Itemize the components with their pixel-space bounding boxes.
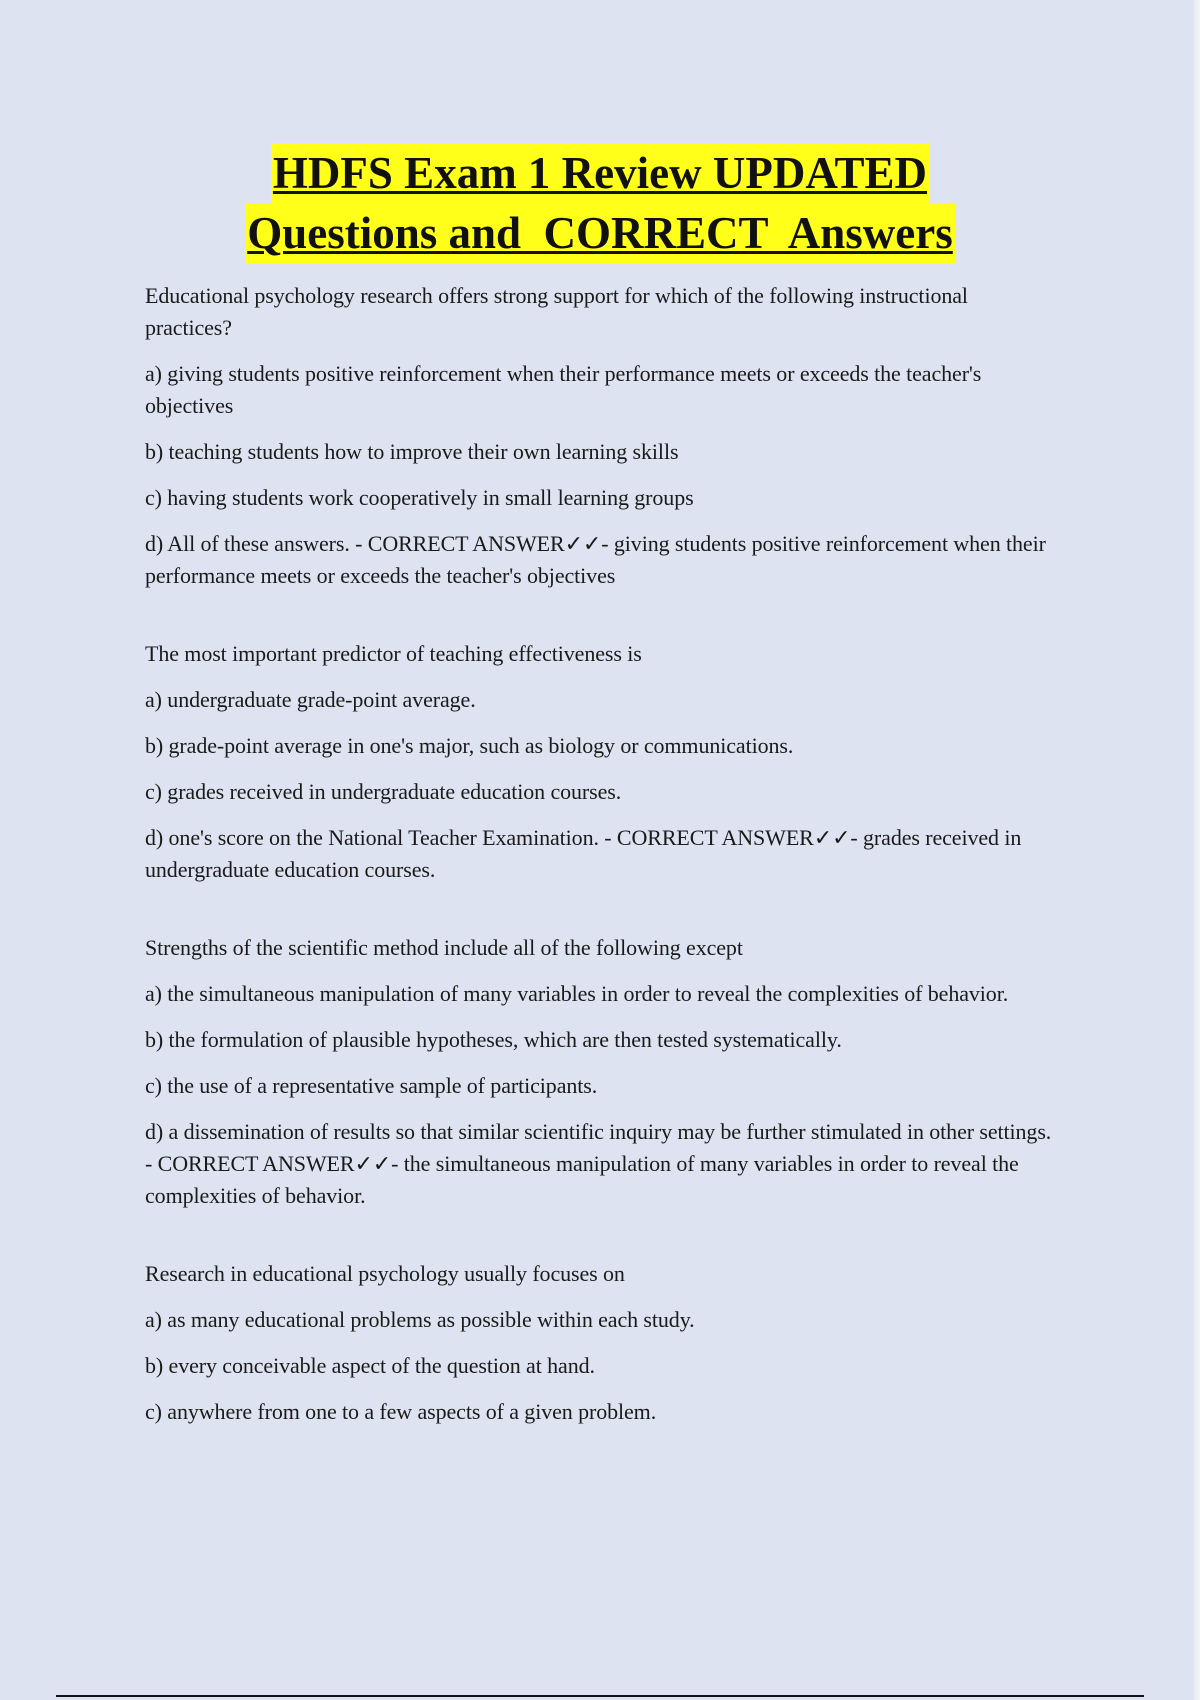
answer-option: c) having students work cooperatively in small learning groups [145,485,694,510]
question-block-4 [145,1258,1060,1428]
answer-option: b) every conceivable aspect of the question at hand. [145,1353,595,1378]
answer-option: b) the formulation of plausible hypotheses, which are then tested systematically. [145,1027,842,1052]
answer-option: b) teaching students how to improve their own learning skills [145,439,679,464]
answer-option: a) as many educational problems as possible within each study. [145,1307,695,1332]
question-text: Strengths of the scientific method include all of the following except [145,935,743,960]
question-block-1 [145,280,1060,592]
answer-option: c) the use of a representative sample of participants. [145,1073,598,1098]
answer-option: b) grade-point average in one's major, such as biology or communications. [145,733,794,758]
document-body [145,280,1060,1442]
page-bottom-rule [56,1695,1144,1697]
title-line-2: Questions and CORRECT Answers [245,203,955,264]
answer-option: a) undergraduate grade-point average. [145,687,476,712]
answer-option-with-correct-answer: d) All of these answers. - CORRECT ANSWER✓✓- giving students positive reinforcement when their performance meets or exceeds the teacher's objectives [145,531,1046,588]
question-text: Educational psychology research offers strong support for which of the following instructional practices? [145,283,968,340]
title-line-1: HDFS Exam 1 Review UPDATED [271,143,929,204]
answer-option: a) giving students positive reinforcement when their performance meets or exceeds the teacher's objectives [145,361,982,418]
answer-option-with-correct-answer: d) a dissemination of results so that similar scientific inquiry may be further stimulated in other settings. - CORRECT ANSWER✓✓- the simultaneous manipulation of many variables in order to reveal the complexities of behavior. [145,1119,1052,1208]
question-text: The most important predictor of teaching effectiveness is [145,641,642,666]
answer-option-with-correct-answer: d) one's score on the National Teacher Examination. - CORRECT ANSWER✓✓- grades received in undergraduate education courses. [145,825,1022,882]
answer-option: a) the simultaneous manipulation of many variables in order to reveal the complexities of behavior. [145,981,1009,1006]
question-text: Research in educational psychology usually focuses on [145,1261,625,1286]
answer-option: c) grades received in undergraduate education courses. [145,779,622,804]
question-block-2 [145,638,1060,886]
document-title [0,143,1200,263]
answer-option: c) anywhere from one to a few aspects of a given problem. [145,1399,657,1424]
question-block-3 [145,932,1060,1212]
